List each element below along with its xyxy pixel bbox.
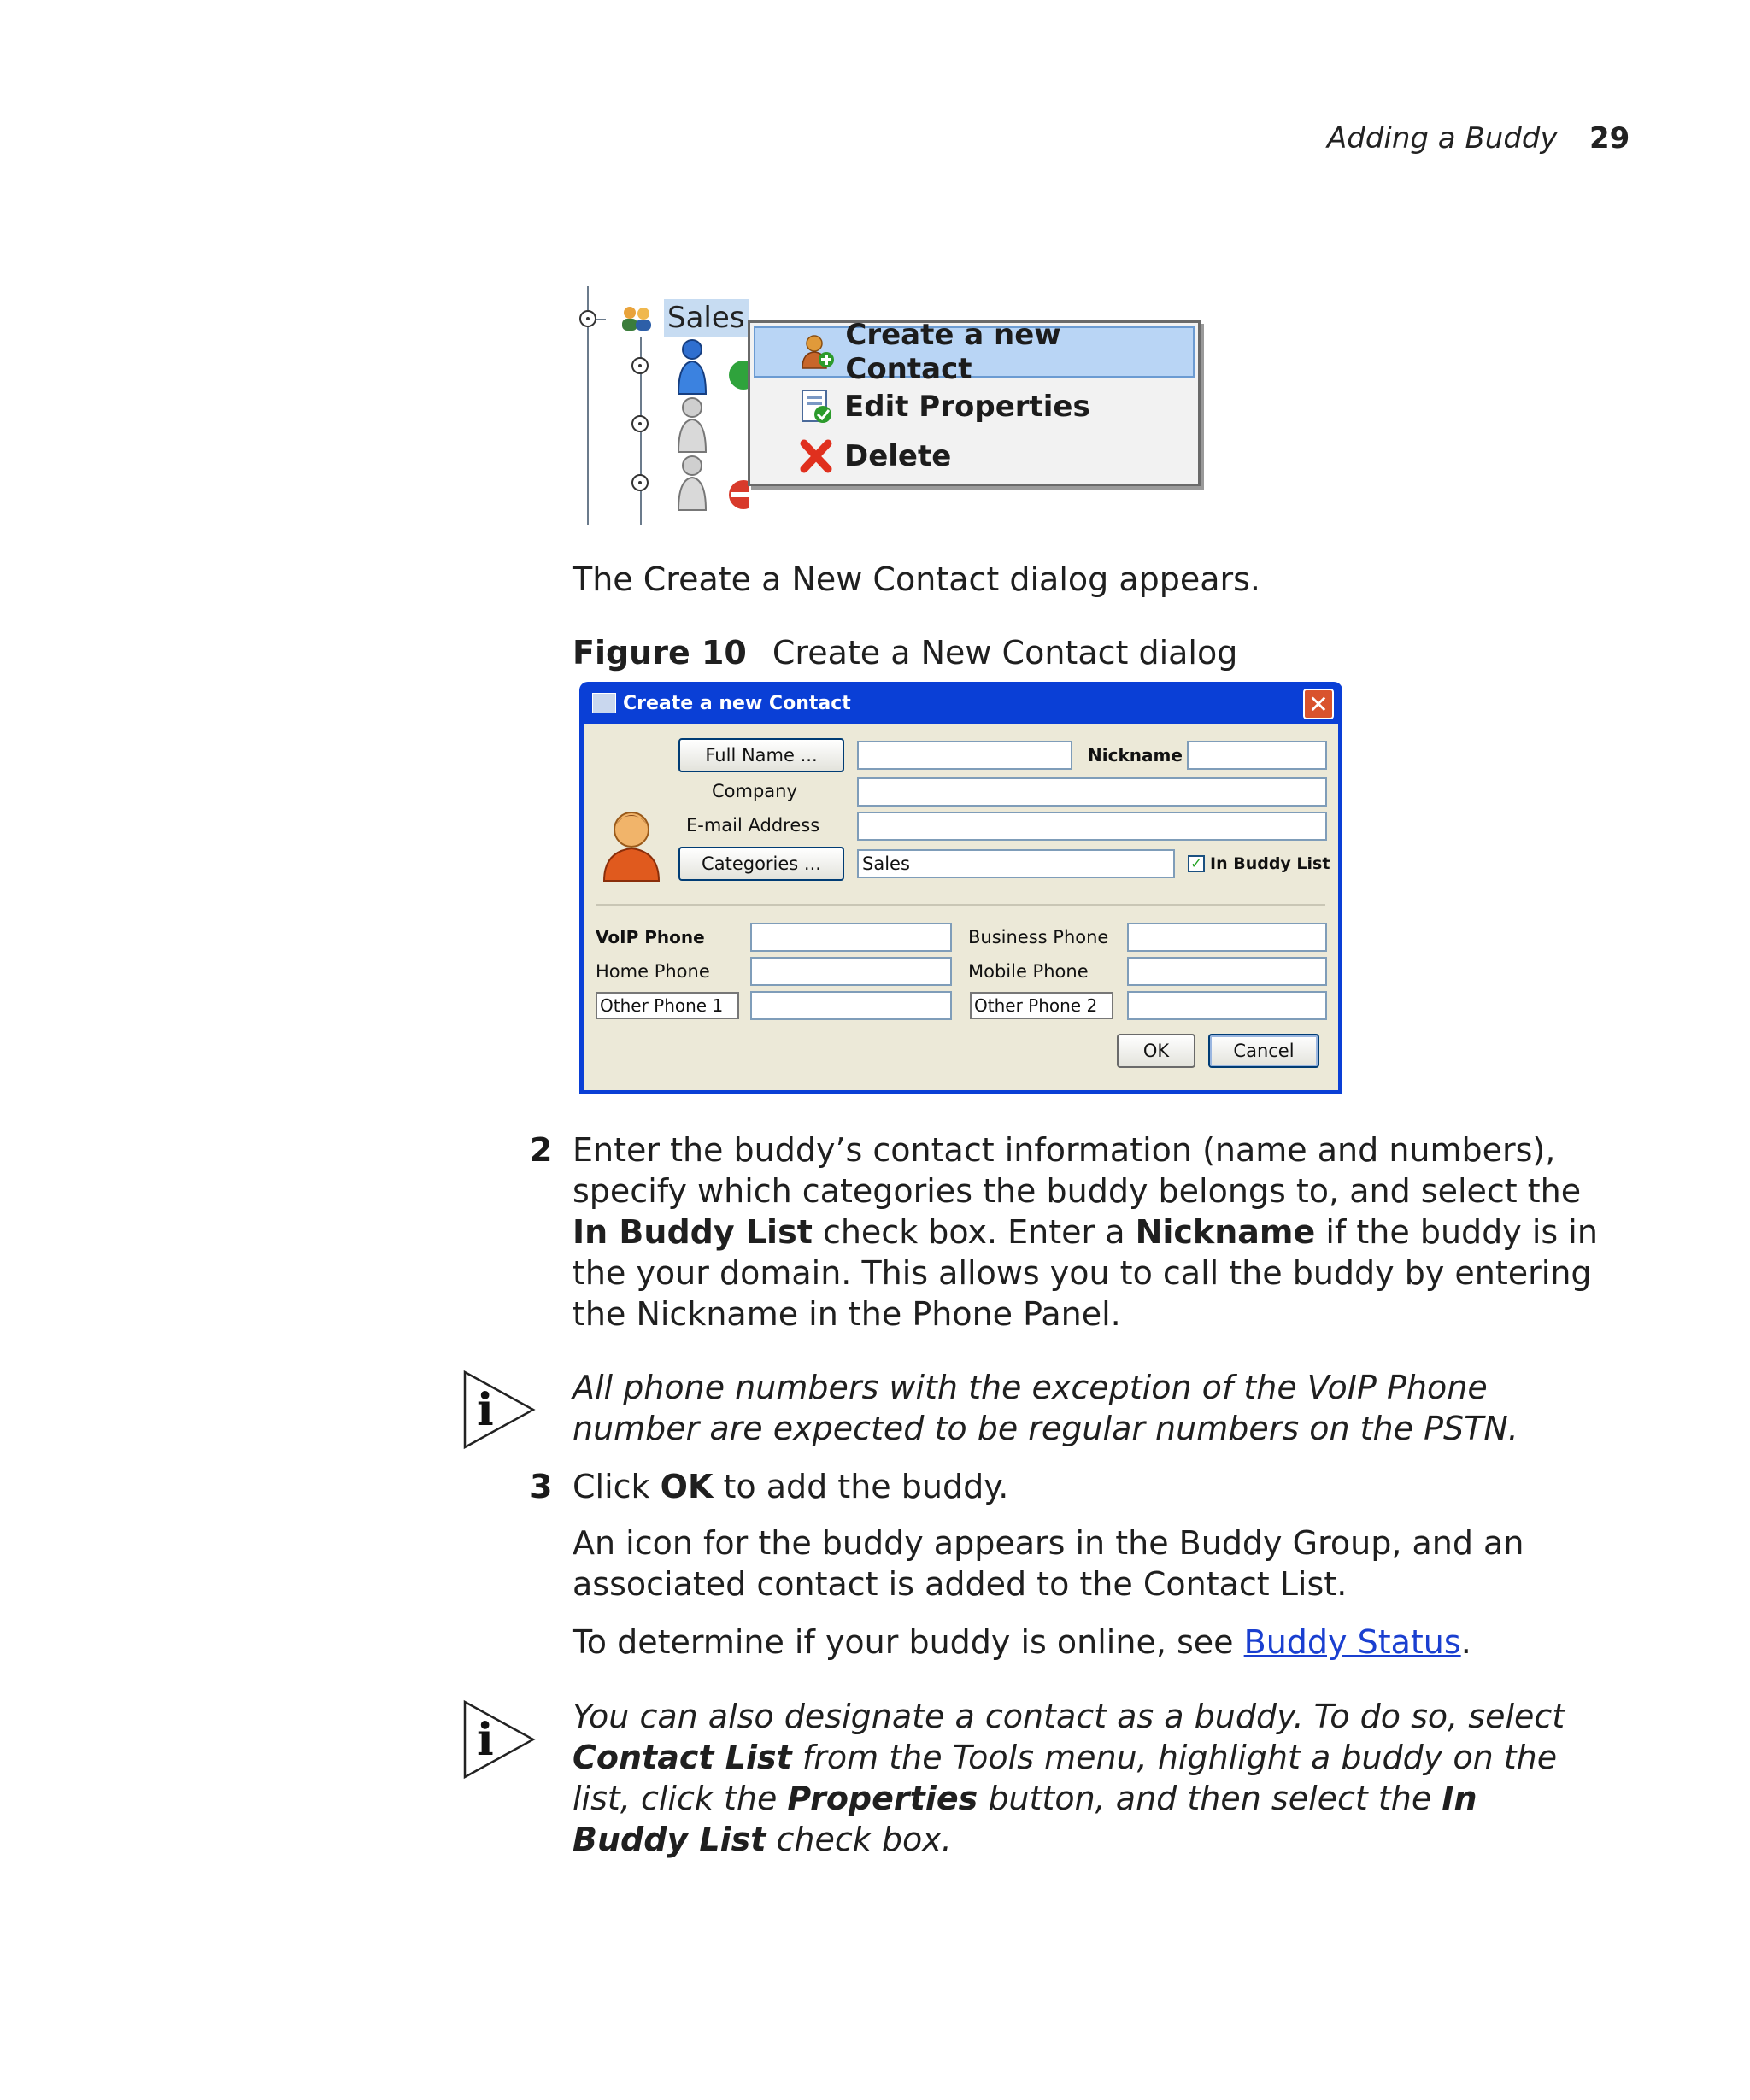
note-phone-numbers: All phone numbers with the exception of the VoIP Phone number are expected to be regular numbers on the PSTN. [573,1369,1518,1447]
note-designate-contact: You can also designate a contact as a buddy. To do so, select Contact List from the Tools menu, highlight a buddy on the list, click the Properties button, and then select the In Buddy List check box. [573,1698,1565,1858]
tree-expander[interactable] [631,474,649,491]
voip-phone-field[interactable] [750,923,952,952]
categories-field[interactable]: Sales [857,849,1175,878]
page-number: 29 [1589,121,1630,155]
tree-expander[interactable] [631,357,649,374]
business-phone-label: Business Phone [968,927,1109,947]
home-phone-label: Home Phone [596,961,710,982]
window-icon [592,693,616,713]
company-field[interactable] [857,777,1327,807]
svg-text:i: i [477,1714,494,1766]
nickname-field[interactable] [1187,741,1327,770]
nickname-label: Nickname [1088,745,1183,766]
other-phone-2-label[interactable]: Other Phone 2 [970,992,1113,1019]
step-number: 3 [530,1468,553,1505]
context-menu [748,320,1201,486]
full-name-button[interactable]: Full Name ... [678,738,844,772]
separator [596,904,1325,906]
buddy-online-icon [675,337,709,397]
company-label: Company [712,781,797,801]
running-header-title: Adding a Buddy [1327,121,1558,155]
in-buddy-list-checkbox[interactable]: ✓ [1188,855,1205,872]
create-contact-dialog [579,682,1342,1094]
buddy-status-text: To determine if your buddy is online, see Buddy Status. [573,1623,1471,1661]
info-icon [461,1698,538,1780]
info-icon [461,1369,538,1451]
add-contact-icon [798,332,837,372]
buddy-status-link[interactable]: Buddy Status [1243,1623,1461,1661]
dialog-body [584,724,1338,1090]
dialog-appears-text: The Create a New Contact dialog appears. [573,560,1261,598]
ok-button[interactable]: OK [1117,1034,1195,1068]
voip-phone-label: VoIP Phone [596,927,705,947]
tree-group-sales[interactable]: Sales [664,299,749,337]
online-status-icon [726,359,749,391]
buddy-icon-appears-text: An icon for the buddy appears in the Buddy Group, and an associated contact is added to the Contact List. [573,1524,1524,1603]
other-phone-2-field[interactable] [1127,991,1327,1020]
buddy-tree-screenshot [568,286,1209,525]
step-number: 2 [530,1131,553,1169]
other-phone-1-field[interactable] [750,991,952,1020]
full-name-field[interactable] [857,741,1072,770]
delete-x-icon [796,437,836,476]
business-phone-field[interactable] [1127,923,1327,952]
menu-item-label: Create a new Contact [845,318,1061,386]
tree-expander[interactable] [579,310,596,327]
mobile-phone-field[interactable] [1127,957,1327,986]
step-2-text: Enter the buddy’s contact information (name and numbers), specify which categories the buddy belongs to, and select the In Buddy List check box. Enter a Nickname if the buddy is in the your domain. This allows you to call the buddy by entering the Nickname in the Phone Panel. [573,1131,1598,1333]
figure-number: Figure 10 [573,634,747,672]
email-label: E-mail Address [686,815,820,836]
contact-avatar-icon [601,806,662,883]
tree-expander[interactable] [631,415,649,432]
other-phone-1-label[interactable]: Other Phone 1 [596,992,739,1019]
email-field[interactable] [857,812,1327,841]
buddy-offline-icon [675,396,709,455]
edit-properties-icon [796,387,836,426]
cancel-button[interactable]: Cancel [1208,1034,1319,1068]
dialog-title: Create a new Contact [623,692,851,714]
in-buddy-list-label: In Buddy List [1210,854,1330,873]
svg-text:i: i [477,1384,494,1436]
menu-item-label: Edit Properties [844,390,1090,424]
close-icon[interactable]: ✕ [1303,689,1334,719]
figure-caption [573,632,1237,673]
menu-item-edit-properties[interactable] [754,383,1195,431]
figure-caption-text: Create a New Contact dialog [772,634,1238,672]
menu-item-label: Delete [844,439,952,473]
menu-item-create-contact[interactable] [754,318,1195,386]
dialog-title-bar [584,682,1338,724]
group-icon [620,305,654,332]
buddy-offline-icon [675,454,709,513]
categories-button[interactable]: Categories ... [678,847,844,881]
mobile-phone-label: Mobile Phone [968,961,1089,982]
step-3-text: Click OK to add the buddy. [573,1468,1009,1505]
busy-status-icon [726,478,749,511]
home-phone-field[interactable] [750,957,952,986]
menu-item-delete[interactable] [754,432,1195,480]
